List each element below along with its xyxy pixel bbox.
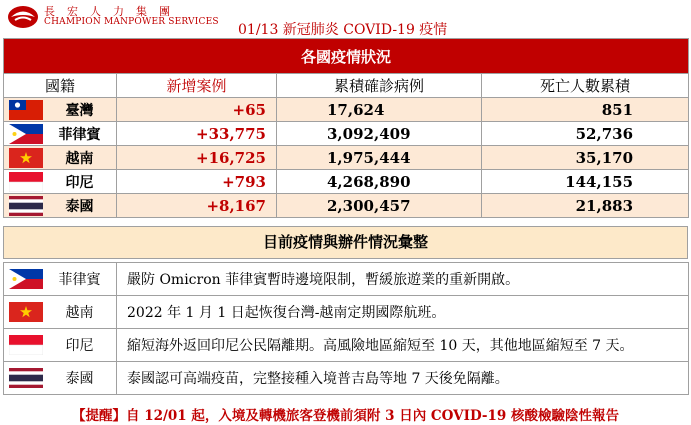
philippines-flag-icon xyxy=(9,124,43,144)
indonesia-flag-icon xyxy=(9,172,43,192)
column-header-total-cases: 累積確診病例 xyxy=(277,74,482,98)
country-name: 菲律賓 xyxy=(58,272,101,288)
page-title: 01/13 新冠肺炎 COVID-19 疫情 xyxy=(238,22,448,38)
total-cases-value: 17,624 xyxy=(277,98,482,122)
deaths-value: 52,736 xyxy=(482,122,689,146)
list-item xyxy=(4,362,689,395)
country-name: 臺灣 xyxy=(65,102,94,119)
country-name: 印尼 xyxy=(65,338,94,354)
new-cases-value: +793 xyxy=(117,170,277,194)
total-cases-value: 4,268,890 xyxy=(277,170,482,194)
vietnam-flag-icon xyxy=(9,148,43,168)
country-name: 印尼 xyxy=(65,174,94,191)
taiwan-flag-icon xyxy=(9,100,43,120)
deaths-value: 35,170 xyxy=(482,146,689,170)
update-text: 嚴防 Omicron 菲律賓暫時邊境限制，暫緩旅遊業的重新開啟。 xyxy=(117,263,689,296)
updates-table xyxy=(3,262,689,395)
list-item xyxy=(4,329,689,362)
list-item xyxy=(4,296,689,329)
vietnam-flag-icon xyxy=(9,302,43,322)
table-row xyxy=(4,194,689,218)
column-header-deaths: 死亡人數累積 xyxy=(482,74,689,98)
company-name-en: CHAMPION MANPOWER SERVICES xyxy=(44,17,219,27)
deaths-value: 851 xyxy=(482,98,689,122)
country-name: 菲律賓 xyxy=(58,126,101,143)
table-row xyxy=(4,122,689,146)
total-cases-value: 3,092,409 xyxy=(277,122,482,146)
indonesia-flag-icon xyxy=(9,335,43,355)
new-cases-value: +65 xyxy=(117,98,277,122)
column-header-new-cases: 新增案例 xyxy=(117,74,277,98)
new-cases-value: +16,725 xyxy=(117,146,277,170)
new-cases-value: +8,167 xyxy=(117,194,277,218)
table-row xyxy=(4,146,689,170)
reminder-footer: 【提醒】自 12/01 起，入境及轉機旅客登機前須附 3 日內 COVID-19 核酸檢驗陰性報告 xyxy=(72,408,619,424)
list-item xyxy=(4,263,689,296)
update-text: 泰國認可高端疫苗，完整接種入境普吉島等地 7 天後免隔離。 xyxy=(117,362,689,395)
country-name: 越南 xyxy=(65,305,94,321)
deaths-value: 144,155 xyxy=(482,170,689,194)
stats-banner: 各國疫情狀況 xyxy=(4,39,689,74)
country-name: 越南 xyxy=(65,150,94,167)
new-cases-value: +33,775 xyxy=(117,122,277,146)
table-row xyxy=(4,98,689,122)
update-text: 縮短海外返回印尼公民隔離期。高風險地區縮短至 10 天，其他地區縮短至 7 天。 xyxy=(117,329,689,362)
stats-table xyxy=(3,38,689,218)
updates-banner: 目前疫情與辦件情況彙整 xyxy=(3,226,688,259)
column-header-country: 國籍 xyxy=(4,74,117,98)
deaths-value: 21,883 xyxy=(482,194,689,218)
philippines-flag-icon xyxy=(9,269,43,289)
thailand-flag-icon xyxy=(9,368,43,388)
total-cases-value: 1,975,444 xyxy=(277,146,482,170)
table-row xyxy=(4,170,689,194)
country-name: 泰國 xyxy=(65,198,94,215)
update-text: 2022 年 1 月 1 日起恢復台灣-越南定期國際航班。 xyxy=(117,296,689,329)
country-name: 泰國 xyxy=(65,371,94,387)
company-logo-icon xyxy=(6,4,40,30)
header xyxy=(0,0,691,36)
company-name-cn: 長宏人力集團 xyxy=(44,5,182,18)
thailand-flag-icon xyxy=(9,196,43,216)
total-cases-value: 2,300,457 xyxy=(277,194,482,218)
